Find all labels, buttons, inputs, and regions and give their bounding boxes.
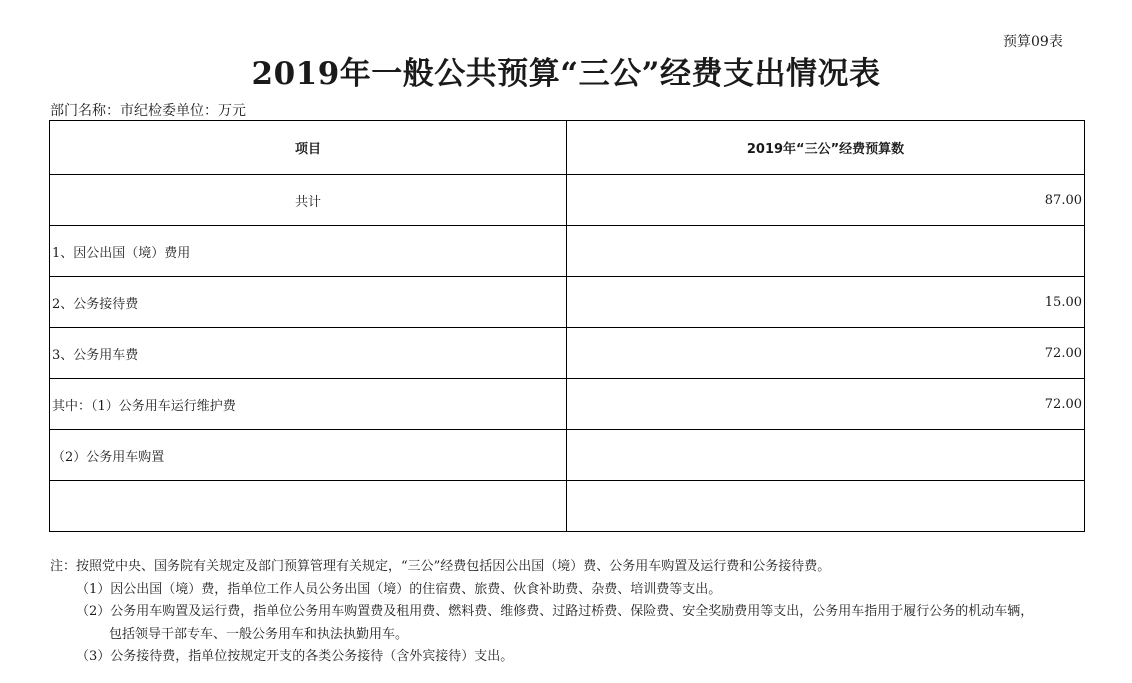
note-line: （3）公务接待费，指单位按规定开支的各类公务接待（含外宾接待）支出。 <box>76 649 514 664</box>
footnotes <box>50 556 1120 669</box>
table-row <box>50 481 1085 532</box>
row-value-blank <box>567 481 1085 532</box>
row-item-total: 共计 <box>50 175 567 226</box>
row-item-overseas: 1、因公出国（境）费用 <box>50 226 567 277</box>
note-line: （2）公务用车购置及运行费，指单位公务用车购置费及租用费、燃料费、维修费、过路过桥费、保险费、安全奖励费用等支出，公务用车指用于履行公务的机动车辆， <box>76 604 1034 619</box>
row-value-vehicle: 72.00 <box>567 328 1085 379</box>
table-row <box>50 175 1085 226</box>
note-line: （1）因公出国（境）费，指单位工作人员公务出国（境）的住宿费、旅费、伙食补助费、杂费、培训费等支出。 <box>76 581 722 597</box>
note-line: 包括领导干部专车、一般公务用车和执法执勤用车。 <box>109 626 409 642</box>
note-line: 注：按照党中央、国务院有关规定及部门预算管理有关规定，“三公”经费包括因公出国（境）费、公务用车购置及运行费和公务接待费。 <box>50 559 831 574</box>
row-item-vehicle-purchase: （2）公务用车购置 <box>50 430 567 481</box>
table-row <box>50 277 1085 328</box>
row-item-vehicle-operation: 其中：（1）公务用车运行维护费 <box>50 379 567 430</box>
row-value-total: 87.00 <box>567 175 1085 226</box>
row-item-vehicle: 3、公务用车费 <box>50 328 567 379</box>
row-value-vehicle-operation: 72.00 <box>567 379 1085 430</box>
row-item-blank <box>50 481 567 532</box>
table-row <box>50 226 1085 277</box>
table-row <box>50 430 1085 481</box>
table-header-row <box>50 121 1085 175</box>
budget-table <box>49 120 1085 532</box>
row-value-vehicle-purchase <box>567 430 1085 481</box>
department-and-unit: 部门名称：市纪检委单位：万元 <box>50 103 246 119</box>
form-number: 预算09表 <box>1003 34 1063 50</box>
row-item-reception: 2、公务接待费 <box>50 277 567 328</box>
header-budget: 2019年“三公”经费预算数 <box>567 121 1085 175</box>
row-value-reception: 15.00 <box>567 277 1085 328</box>
table-row <box>50 379 1085 430</box>
header-item: 项目 <box>50 121 567 175</box>
row-value-overseas <box>567 226 1085 277</box>
page-title: 2019年一般公共预算“三公”经费支出情况表 <box>251 56 881 92</box>
table-row <box>50 328 1085 379</box>
